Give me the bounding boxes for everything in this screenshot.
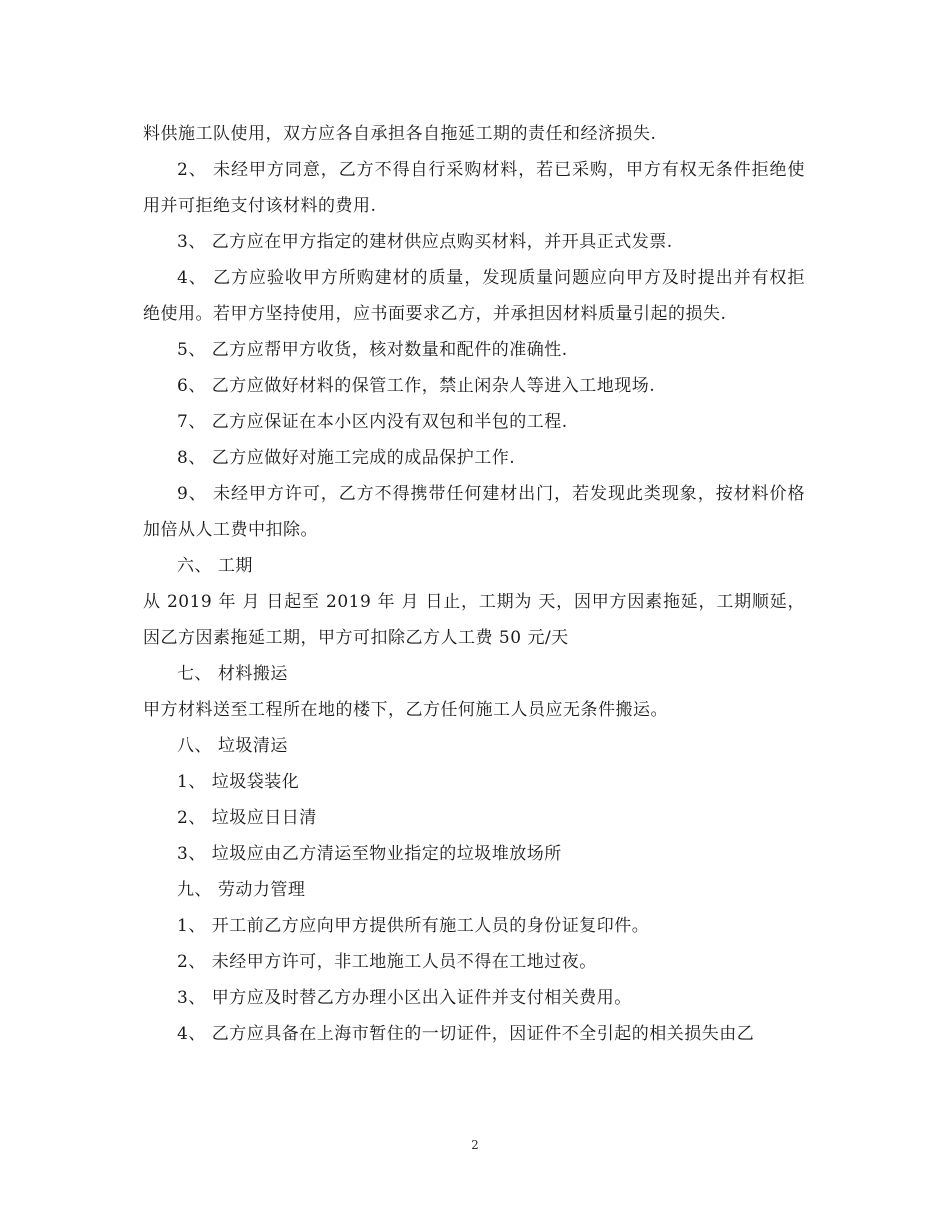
clause-5: 5、 乙方应帮甲方收货，核对数量和配件的准确性. [177, 340, 568, 360]
section-heading-waste-removal: 八、 垃圾清运 [177, 736, 288, 756]
page-number: 2 [471, 1138, 479, 1152]
document-body [143, 116, 805, 1052]
clause-4: 4、 乙方应验收甲方所购建材的质量，发现质量问题应向甲方及时提出并有权拒绝使用。若甲方坚持使用，应书面要求乙方，并承担因材料质量引起的损失. [143, 268, 805, 324]
labor-clause-4: 4、 乙方应具备在上海市暂住的一切证件，因证件不全引起的相关损失由乙 [177, 1024, 755, 1044]
clause-2: 2、 未经甲方同意，乙方不得自行采购材料，若已采购，甲方有权无条件拒绝使用并可拒绝支付该材料的费用. [143, 160, 805, 216]
clause-6: 6、 乙方应做好材料的保管工作，禁止闲杂人等进入工地现场. [177, 376, 656, 396]
clause-7: 7、 乙方应保证在本小区内没有双包和半包的工程. [177, 412, 568, 432]
waste-clause-3: 3、 垃圾应由乙方清运至物业指定的垃圾堆放场所 [177, 844, 562, 864]
clause-8: 8、 乙方应做好对施工完成的成品保护工作. [177, 448, 516, 468]
section-heading-material-transport: 七、 材料搬运 [177, 664, 288, 684]
labor-clause-3: 3、 甲方应及时替乙方办理小区出入证件并支付相关费用。 [177, 988, 632, 1008]
clause-3: 3、 乙方应在甲方指定的建材供应点购买材料，并开具正式发票. [177, 232, 673, 252]
schedule-paragraph: 从 2019 年 月 日起至 2019 年 月 日止，工期为 天，因甲方因素拖延，工期顺延，因乙方因素拖延工期，甲方可扣除乙方人工费 50 元/天 [143, 592, 805, 648]
paragraph: 料供施工队使用，双方应各自承担各自拖延工期的责任和经济损失. [143, 124, 657, 144]
waste-clause-2: 2、 垃圾应日日清 [177, 808, 317, 828]
section-heading-labor-management: 九、 劳动力管理 [177, 880, 306, 900]
waste-clause-1: 1、 垃圾袋装化 [177, 772, 300, 792]
material-transport-paragraph: 甲方材料送至工程所在地的楼下，乙方任何施工人员应无条件搬运。 [143, 700, 668, 720]
clause-9: 9、 未经甲方许可，乙方不得携带任何建材出门，若发现此类现象，按材料价格加倍从人工费中扣除。 [143, 484, 805, 540]
section-heading-schedule: 六、 工期 [177, 556, 253, 576]
labor-clause-1: 1、 开工前乙方应向甲方提供所有施工人员的身份证复印件。 [177, 916, 650, 936]
labor-clause-2: 2、 未经甲方许可，非工地施工人员不得在工地过夜。 [177, 952, 597, 972]
